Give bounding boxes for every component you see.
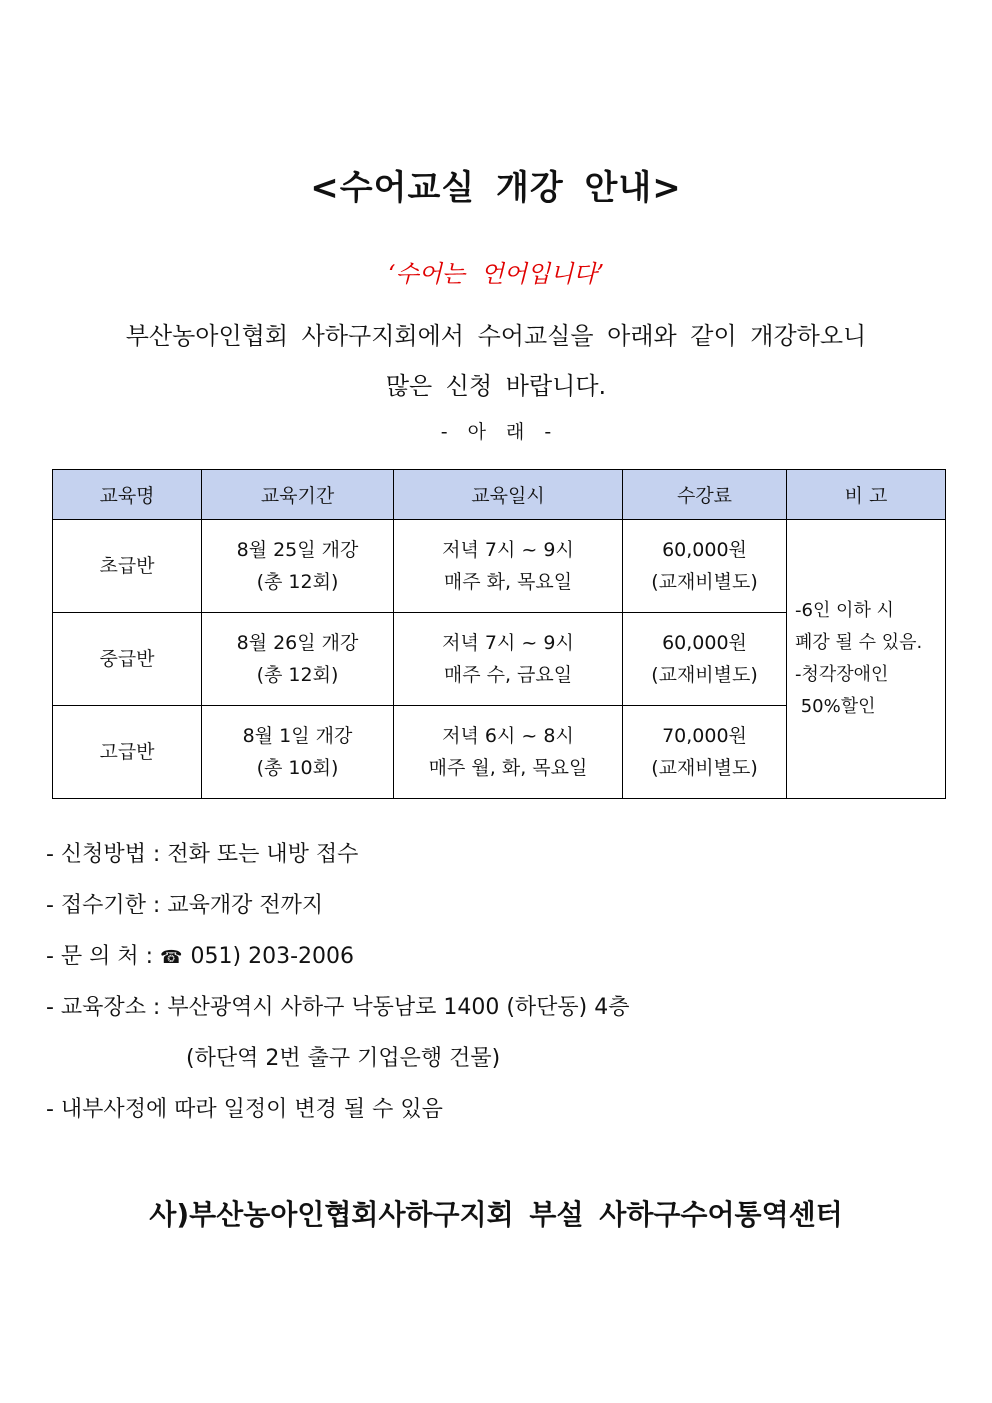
header-fee: 수강료 (623, 470, 787, 520)
apply-method: - 신청방법 : 전화 또는 내방 접수 (46, 842, 359, 867)
header-period: 교육기간 (202, 470, 394, 520)
note-line-3: -청각장애인 (795, 664, 889, 685)
schedule-days: 매주 수, 금요일 (443, 664, 573, 686)
slogan: ‘수어는 언어입니다’ (387, 260, 605, 288)
schedule-time: 저녁 6시 ~ 8시 (442, 725, 574, 747)
schedule-days: 매주 화, 목요일 (443, 571, 573, 593)
page-title: <수어교실 개강 안내> (310, 168, 682, 208)
fee-amount: 70,000원 (662, 725, 747, 747)
note-line-2: 폐강 될 수 있음. (795, 632, 923, 653)
schedule-time: 저녁 7시 ~ 9시 (442, 539, 574, 561)
fee-cell (623, 613, 787, 706)
fee-note: (교재비별도) (651, 664, 758, 686)
note-line-4: 50%할인 (795, 696, 876, 717)
note-cell (787, 520, 946, 799)
notice: - 내부사정에 따라 일정이 변경 될 수 있음 (46, 1097, 443, 1122)
apply-deadline: - 접수기한 : 교육개강 전까지 (46, 893, 324, 918)
header-note: 비 고 (787, 470, 946, 520)
header-course-name: 교육명 (53, 470, 202, 520)
course-name-cell: 고급반 (53, 706, 202, 799)
period-sessions: (총 10회) (256, 757, 339, 779)
period-start: 8월 1일 개강 (242, 725, 353, 747)
intro-line-1: 부산농아인협회 사하구지회에서 수어교실을 아래와 같이 개강하오니 (125, 322, 867, 350)
note-line-1: -6인 이하 시 (795, 600, 894, 621)
schedule-time: 저녁 7시 ~ 9시 (442, 632, 574, 654)
below-label: - 아 래 - (440, 421, 552, 443)
phone-icon: ☎ (160, 947, 183, 968)
table-row (53, 520, 946, 613)
period-sessions: (총 12회) (256, 571, 339, 593)
schedule-cell (394, 706, 623, 799)
period-sessions: (총 12회) (256, 664, 339, 686)
fee-amount: 60,000원 (662, 539, 747, 561)
details-list (46, 838, 946, 1144)
schedule-table (52, 469, 946, 799)
header-schedule: 교육일시 (394, 470, 623, 520)
period-start: 8월 26일 개강 (236, 632, 359, 654)
period-start: 8월 25일 개강 (236, 539, 359, 561)
contact-label: - 문 의 처 : (46, 944, 154, 969)
contact (46, 940, 946, 991)
period-cell (202, 613, 394, 706)
course-name-cell: 중급반 (53, 613, 202, 706)
schedule-days: 매주 월, 화, 목요일 (428, 757, 588, 779)
period-cell (202, 520, 394, 613)
contact-number: 051) 203-2006 (190, 944, 355, 969)
fee-cell (623, 520, 787, 613)
fee-cell (623, 706, 787, 799)
intro-line-2: 많은 신청 바랍니다. (385, 372, 607, 400)
course-name-cell: 초급반 (53, 520, 202, 613)
location-detail: (하단역 2번 출구 기업은행 건물) (186, 1046, 501, 1071)
schedule-cell (394, 520, 623, 613)
fee-note: (교재비별도) (651, 757, 758, 779)
fee-amount: 60,000원 (662, 632, 747, 654)
location: - 교육장소 : 부산광역시 사하구 낙동남로 1400 (하단동) 4층 (46, 995, 630, 1020)
fee-note: (교재비별도) (651, 571, 758, 593)
schedule-cell (394, 613, 623, 706)
table-header-row (53, 470, 946, 520)
period-cell (202, 706, 394, 799)
organization-footer: 사)부산농아인협회사하구지회 부설 사하구수어통역센터 (149, 1198, 843, 1231)
